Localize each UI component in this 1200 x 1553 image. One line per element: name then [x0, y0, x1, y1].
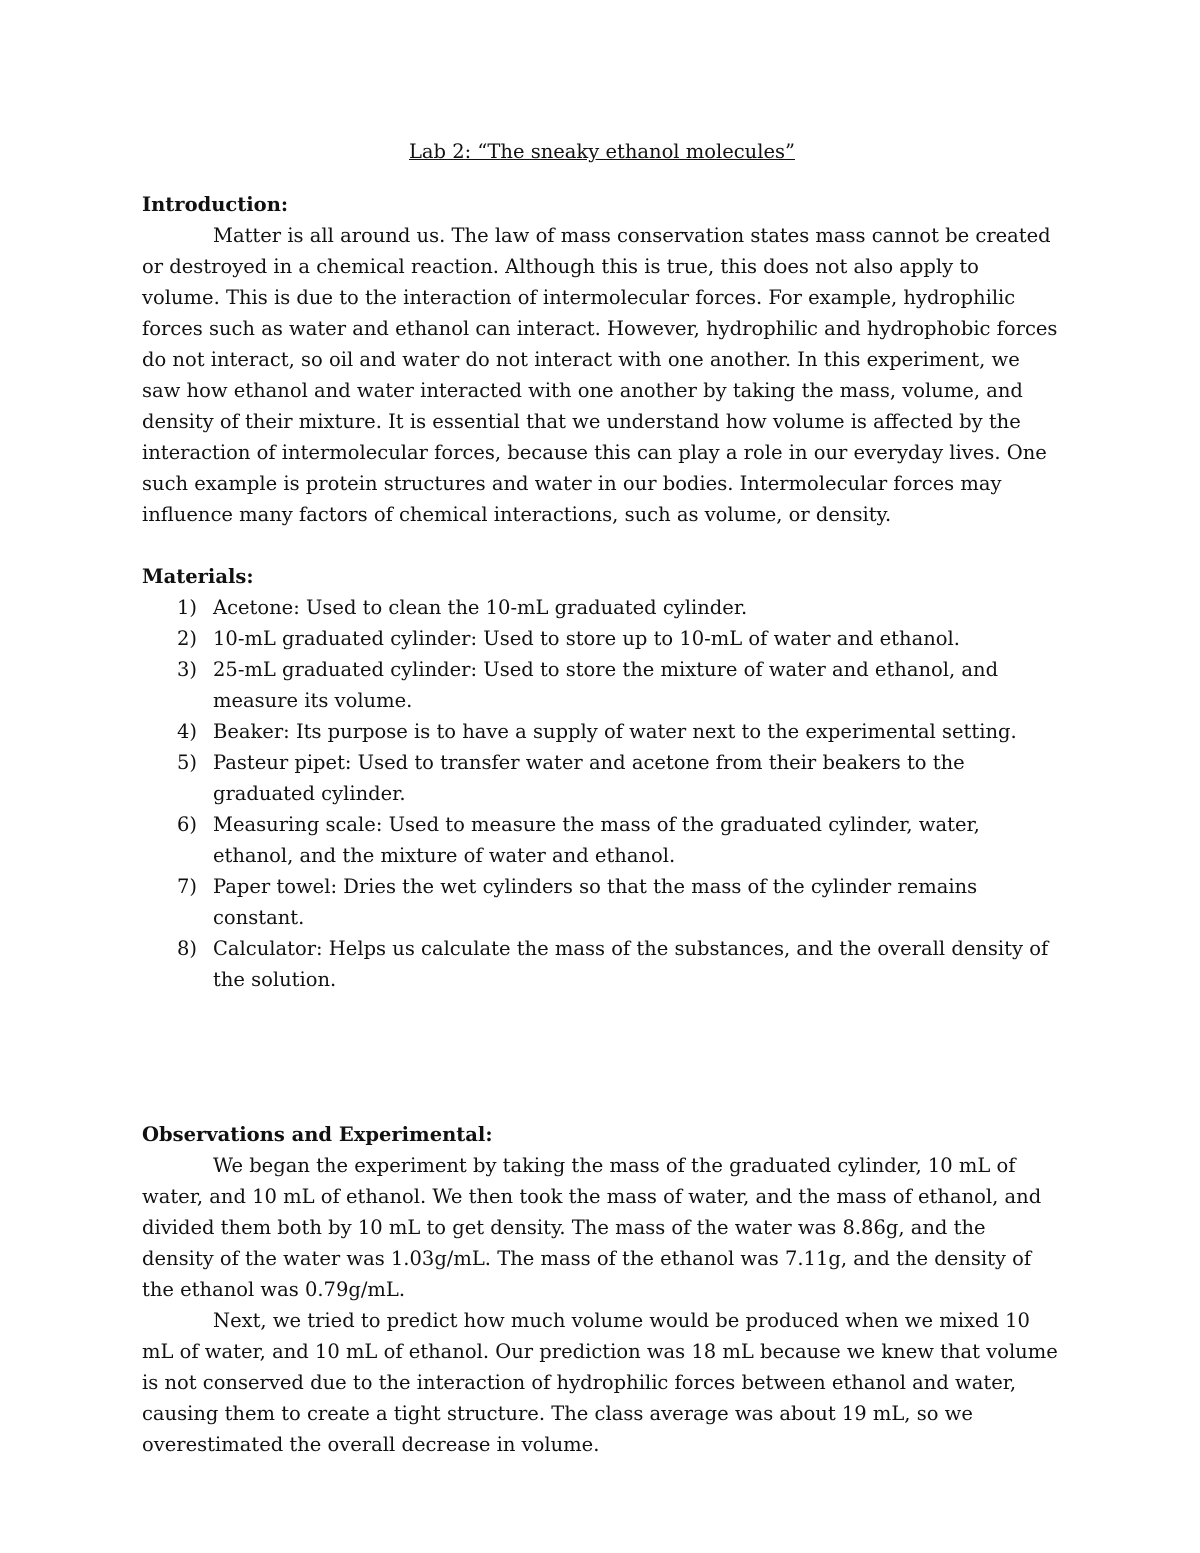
observations-paragraph: Next, we tried to predict how much volume would be produced when we mixed 10 mL of water, and 10 mL of ethanol. Our prediction was 18 mL because we knew that volume is not conserved due to the interaction of hydrophilic forces between ethanol and water, causing them to create a tight structure. The class average was about 19 mL, so we overestimated the overall decrease in volume.	[142, 1309, 1058, 1456]
list-item-number: 1)	[177, 596, 198, 619]
section-spacer	[142, 530, 1062, 561]
list-item	[142, 809, 1062, 871]
document-page	[142, 136, 1062, 1460]
materials-section	[142, 561, 1062, 995]
introduction-section	[142, 189, 1062, 530]
section-spacer	[142, 995, 1062, 1119]
observations-heading: Observations and Experimental:	[142, 1123, 493, 1146]
list-item-number: 2)	[177, 627, 198, 650]
list-item-number: 5)	[177, 751, 198, 774]
list-item	[142, 623, 1062, 654]
list-item-number: 3)	[177, 658, 198, 681]
list-item-number: 8)	[177, 937, 198, 960]
list-item-number: 4)	[177, 720, 198, 743]
list-item-text: Pasteur pipet: Used to transfer water and acetone from their beakers to the graduated cylinder.	[213, 751, 965, 805]
materials-heading: Materials:	[142, 565, 254, 588]
list-item-text: 25-mL graduated cylinder: Used to store the mixture of water and ethanol, and measure its volume.	[213, 658, 999, 712]
list-item	[142, 592, 1062, 623]
introduction-paragraph: Matter is all around us. The law of mass conservation states mass cannot be created or destroyed in a chemical reaction. Although this is true, this does not also apply to volume. This is due to the interaction of intermolecular forces. For example, hydrophilic forces such as water and ethanol can interact. However, hydrophilic and hydrophobic forces do not interact, so oil and water do not interact with one another. In this experiment, we saw how ethanol and water interacted with one another by taking the mass, volume, and density of their mixture. It is essential that we understand how volume is affected by the interaction of intermolecular forces, because this can play a role in our everyday lives. One such example is protein structures and water in our bodies. Intermolecular forces may influence many factors of chemical interactions, such as volume, or density.	[142, 224, 1058, 526]
list-item-text: Calculator: Helps us calculate the mass of the substances, and the overall density of the solution.	[213, 937, 1049, 991]
observations-paragraph: We began the experiment by taking the mass of the graduated cylinder, 10 mL of water, and 10 mL of ethanol. We then took the mass of water, and the mass of ethanol, and divided them both by 10 mL to get density. The mass of the water was 8.86g, and the density of the water was 1.03g/mL. The mass of the ethanol was 7.11g, and the density of the ethanol was 0.79g/mL.	[142, 1154, 1042, 1301]
introduction-heading: Introduction:	[142, 193, 289, 216]
list-item-number: 7)	[177, 875, 198, 898]
list-item-text: Measuring scale: Used to measure the mass of the graduated cylinder, water, ethanol, and the mixture of water and ethanol.	[213, 813, 980, 867]
list-item-number: 6)	[177, 813, 198, 836]
materials-list	[142, 592, 1062, 995]
list-item	[142, 716, 1062, 747]
observations-section	[142, 1119, 1062, 1460]
list-item-text: 10-mL graduated cylinder: Used to store up to 10-mL of water and ethanol.	[213, 627, 960, 650]
list-item-text: Paper towel: Dries the wet cylinders so that the mass of the cylinder remains constant.	[213, 875, 978, 929]
list-item-text: Acetone: Used to clean the 10-mL graduated cylinder.	[213, 596, 748, 619]
list-item	[142, 654, 1062, 716]
list-item	[142, 747, 1062, 809]
document-title: Lab 2: “The sneaky ethanol molecules”	[408, 140, 795, 163]
list-item	[142, 933, 1062, 995]
list-item	[142, 871, 1062, 933]
list-item-text: Beaker: Its purpose is to have a supply of water next to the experimental setting.	[213, 720, 1017, 743]
